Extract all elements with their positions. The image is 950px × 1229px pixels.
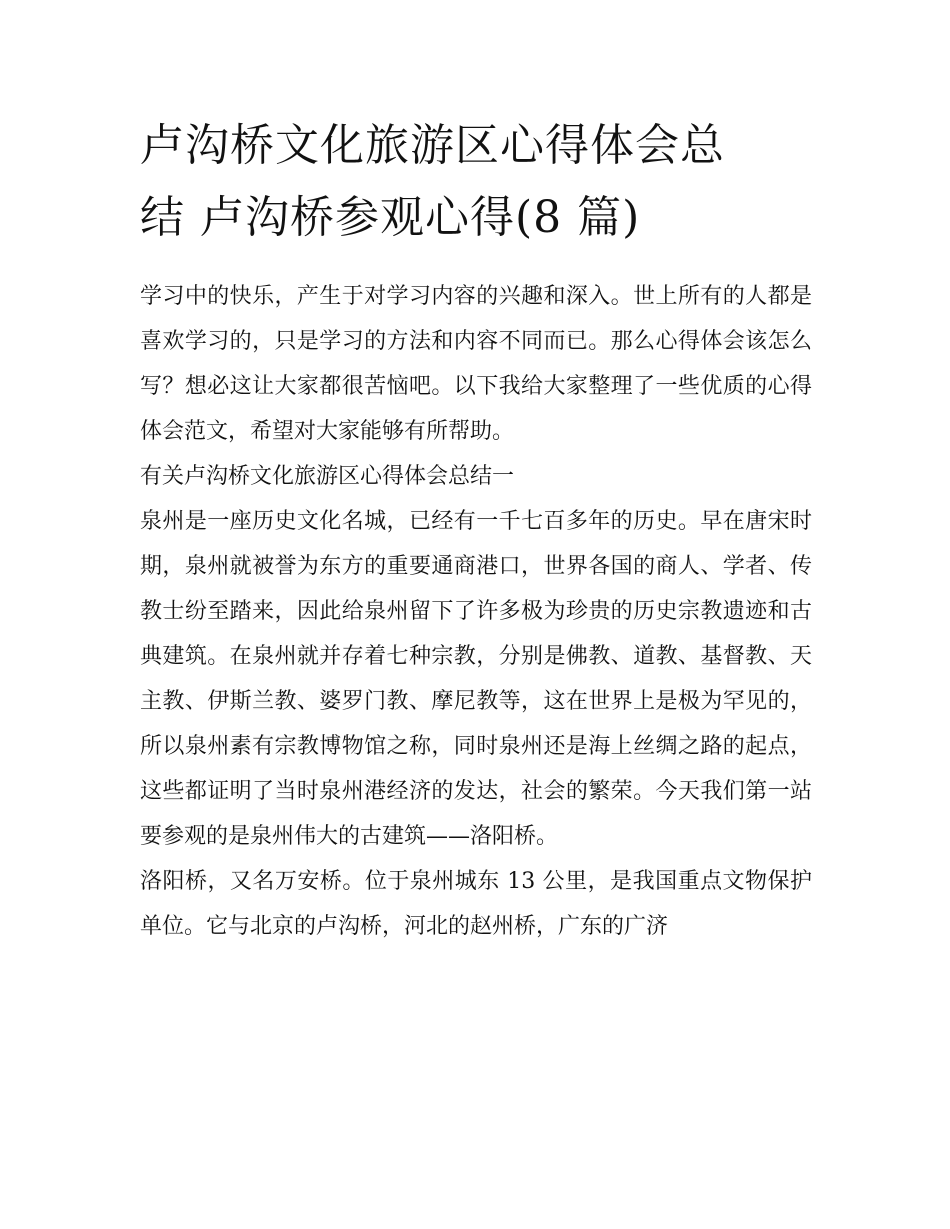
body-paragraph: 洛阳桥，又名万安桥。位于泉州城东 13 公里，是我国重点文物保护单位。它与北京的卢沟桥，河北的赵州桥，广东的广济 (140, 869, 812, 939)
title-line-1: 卢沟桥文化旅游区心得体会总 (140, 120, 725, 171)
document-title (140, 110, 812, 254)
intro-paragraph: 学习中的快乐，产生于对学习内容的兴趣和深入。世上所有的人都是喜欢学习的，只是学习的方法和内容不同而已。那么心得体会该怎么写？想必这让大家都很苦恼吧。以下我给大家整理了一些优质的心得体会范文，希望对大家能够有所帮助。 (140, 284, 812, 444)
document-body (140, 274, 812, 949)
section-heading: 有关卢沟桥文化旅游区心得体会总结一 (140, 464, 515, 489)
document-page (140, 110, 812, 949)
body-paragraph: 泉州是一座历史文化名城，已经有一千七百多年的历史。早在唐宋时期，泉州就被誉为东方的重要通商港口，世界各国的商人、学者、传教士纷至踏来，因此给泉州留下了许多极为珍贵的历史宗教遗迹和古典建筑。在泉州就并存着七种宗教，分别是佛教、道教、基督教、天主教、伊斯兰教、婆罗门教、摩尼教等，这在世界上是极为罕见的，所以泉州素有宗教博物馆之称，同时泉州还是海上丝绸之路的起点，这些都证明了当时泉州港经济的发达，社会的繁荣。今天我们第一站要参观的是泉州伟大的古建筑——洛阳桥。 (140, 509, 812, 849)
title-line-2: 结 卢沟桥参观心得(8 篇) (140, 192, 641, 243)
